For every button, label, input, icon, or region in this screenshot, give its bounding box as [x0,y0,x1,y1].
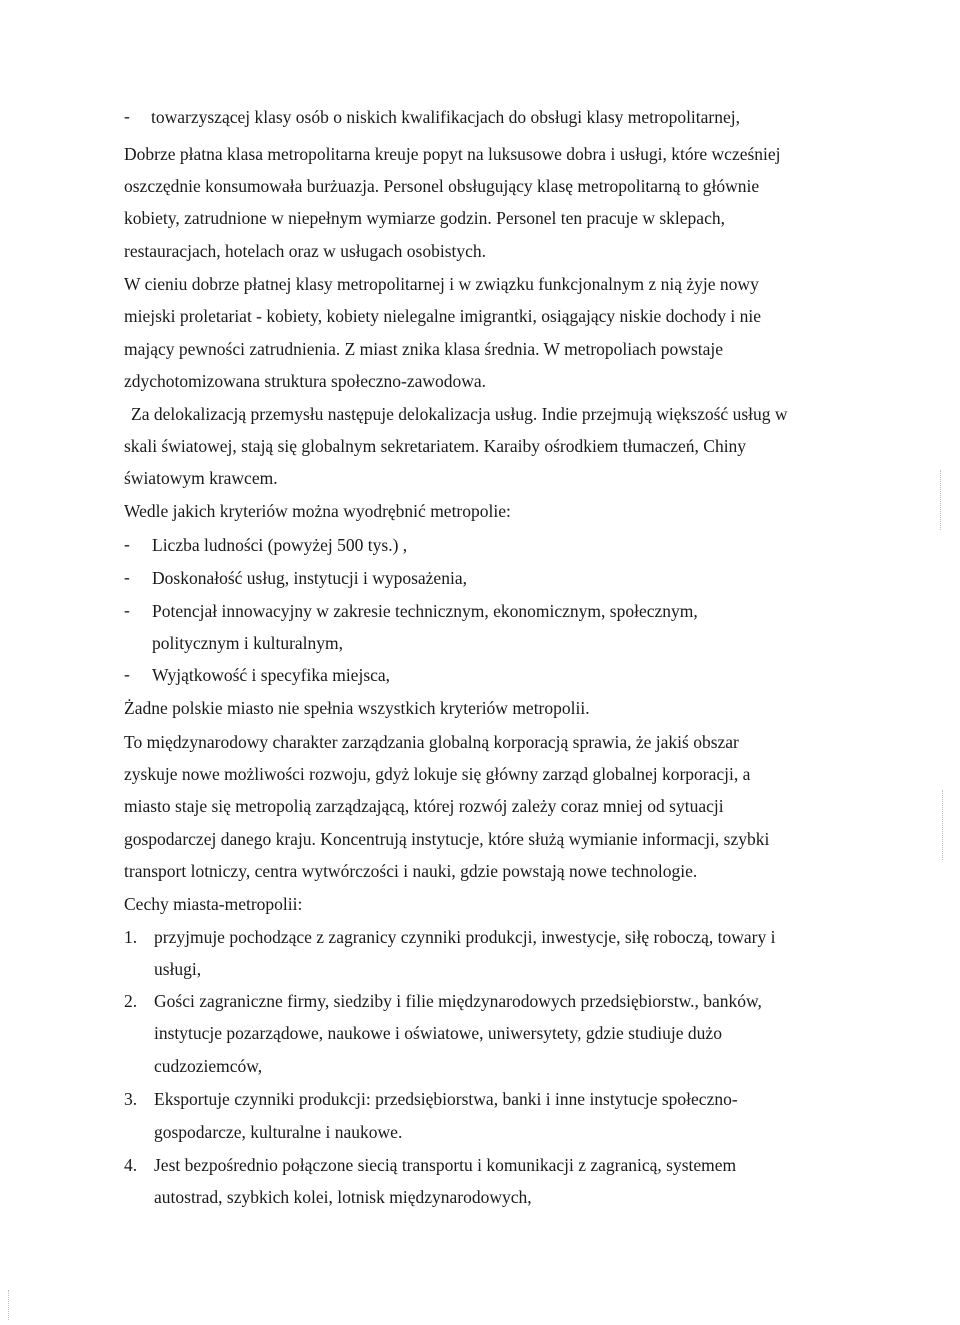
p2-line: miejski proletariat - kobiety, kobiety nielegalne imigrantki, osiągający niskie dochody i nie [124,306,761,326]
criteria-item: Potencjał innowacyjny w zakresie technicznym, ekonomicznym, społecznym, [152,601,698,621]
feature-number: 2. [124,991,138,1011]
p2-line: W cieniu dobrze płatnej klasy metropolitarnej i w związku funkcjonalnym z nią żyje nowy [124,274,759,294]
p3-line: Za delokalizacją przemysłu następuje delokalizacja usług. Indie przejmują większość usług w [131,404,788,424]
criteria-heading: Wedle jakich kryteriów można wyodrębnić metropolie: [124,501,511,521]
intro-dash: - [124,106,130,126]
p2-line: zdychotomizowana struktura społeczno-zawodowa. [124,371,487,391]
p4-line: zyskuje nowe możliwości rozwoju, gdyż lokuje się główny zarząd globalnej korporacji, a [124,764,751,784]
p4-line: gospodarczej danego kraju. Koncentrują instytucje, które służą wymianie informacji, szybki [124,829,770,849]
feature-item: Jest bezpośrednio połączone siecią transportu i komunikacji z zagranicą, systemem [154,1155,737,1175]
criteria-item-cont: politycznym i kulturalnym, [152,633,344,653]
p1-line: oszczędnie konsumowała burżuazja. Personel obsługujący klasę metropolitarną to głównie [124,176,760,196]
criteria-dash: - [124,567,130,587]
intro-line: towarzyszącej klasy osób o niskich kwalifikacjach do obsługi klasy metropolitarnej, [151,107,741,127]
feature-item: Gości zagraniczne firmy, siedziby i filie międzynarodowych przedsiębiorstw., banków, [154,991,762,1011]
p1-line: Dobrze płatna klasa metropolitarna kreuje popyt na luksusowe dobra i usługi, które wcześniej [124,144,781,164]
no-polish-city: Żadne polskie miasto nie spełnia wszystkich kryteriów metropolii. [124,698,590,718]
criteria-dash: - [124,664,130,684]
p3-line: światowym krawcem. [124,468,278,488]
features-heading: Cechy miasta-metropolii: [124,894,303,914]
p4-line: miasto staje się metropolią zarządzającą, której rozwój zależy coraz mniej od sytuacji [124,796,724,816]
criteria-item: Wyjątkowość i specyfika miejsca, [152,665,391,685]
p4-line: transport lotniczy, centra wytwórczości i nauki, gdzie powstają nowe technologie. [124,861,698,881]
feature-item-cont: gospodarcze, kulturalne i naukowe. [154,1122,403,1142]
feature-number: 3. [124,1089,138,1109]
feature-item: przyjmuje pochodzące z zagranicy czynniki produkcji, inwestycje, siłę roboczą, towary i [154,927,776,947]
p1-line: kobiety, zatrudnione w niepełnym wymiarze godzin. Personel ten pracuje w sklepach, [124,208,725,228]
feature-item-cont: autostrad, szybkich kolei, lotnisk międzynarodowych, [154,1187,532,1207]
p4-line: To międzynarodowy charakter zarządzania globalną korporacją sprawia, że jakiś obszar [124,732,739,752]
feature-item: Eksportuje czynniki produkcji: przedsiębiorstwa, banki i inne instytucje społeczno- [154,1089,738,1109]
scan-artifact [942,790,943,860]
criteria-dash: - [124,534,130,554]
feature-number: 1. [124,927,138,947]
p2-line: mający pewności zatrudnienia. Z miast znika klasa średnia. W metropoliach powstaje [124,339,724,359]
criteria-dash: - [124,600,130,620]
feature-number: 4. [124,1155,138,1175]
feature-item-cont: instytucje pozarządowe, naukowe i oświatowe, uniwersytety, gdzie studiuje dużo [154,1023,722,1043]
criteria-item: Liczba ludności (powyżej 500 tys.) , [152,535,408,555]
scan-artifact [940,470,941,530]
p3-line: skali światowej, stają się globalnym sekretariatem. Karaiby ośrodkiem tłumaczeń, Chiny [124,436,747,456]
feature-item-cont: cudzoziemców, [154,1056,263,1076]
scan-artifact [8,1290,9,1320]
criteria-item: Doskonałość usług, instytucji i wyposażenia, [152,568,467,588]
feature-item-cont: usługi, [154,959,202,979]
p1-line: restauracjach, hotelach oraz w usługach osobistych. [124,241,487,261]
